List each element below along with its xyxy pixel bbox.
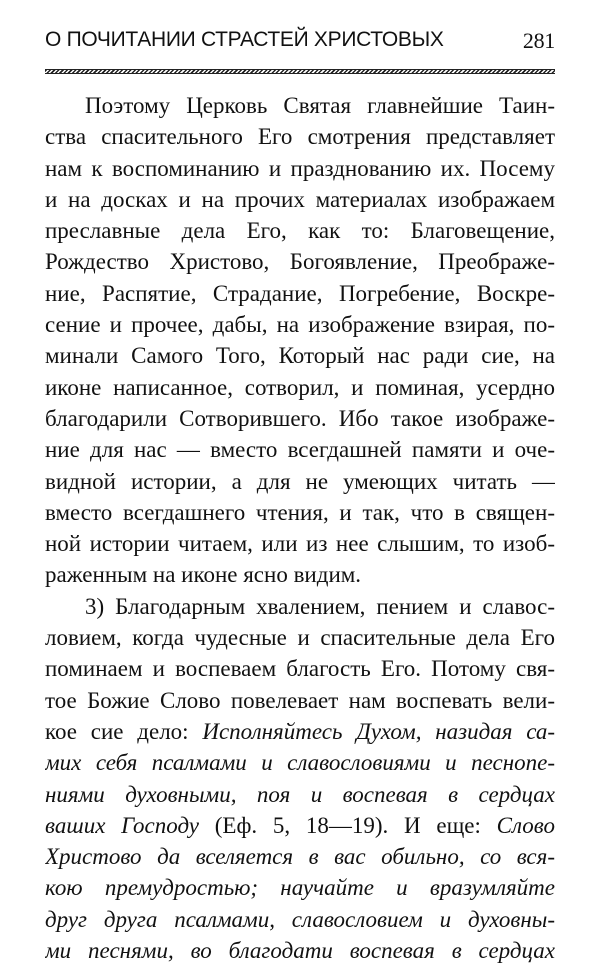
running-header [45, 28, 555, 62]
text-line [45, 278, 555, 309]
text-segment: ние для нас — вместо всегдашней памяти и оче- [45, 437, 555, 463]
text-line [45, 716, 555, 747]
text-line [45, 653, 555, 684]
text-segment: Поэтому Церковь Святая главнейшие Таин- [85, 93, 555, 118]
text-line [45, 935, 555, 966]
text-segment: кое сие дело: [45, 718, 203, 744]
text-line [45, 466, 555, 497]
italic-quote-segment: Исполняйтесь Духом, назидая са- [202, 718, 555, 744]
running-title: О ПОЧИТАНИИ СТРАСТЕЙ ХРИСТОВЫХ [45, 28, 444, 51]
italic-quote-segment: кою премудростью; научайте и вразумляйте [45, 875, 555, 901]
text-line [45, 559, 555, 590]
italic-quote-segment: ми песнями, во благодати воспевая в сердцах [45, 938, 555, 964]
text-segment: ловием, когда чудесные и спасительные дела Его [45, 625, 555, 651]
text-line [45, 779, 555, 810]
text-segment: тое Божие Слово повелевает нам воспевать вели- [45, 687, 555, 713]
italic-quote-segment: друг друга псалмами, славословием и духовны- [45, 906, 555, 932]
text-line [45, 121, 555, 152]
text-segment: нам к воспоминанию и празднованию их. Посему [45, 155, 555, 181]
text-line [45, 184, 555, 215]
italic-quote-segment: мих себя псалмами и славословиями и песнопе- [45, 750, 555, 776]
text-segment: минали Самого Того, Который нас ради сие, на [45, 343, 555, 369]
text-line [45, 434, 555, 465]
text-line [45, 528, 555, 559]
text-segment: благодарили Сотворившего. Ибо такое изображе- [45, 405, 555, 431]
text-line [45, 622, 555, 653]
text-segment: (Еф. 5, 18—19). И еще: [199, 812, 497, 838]
text-segment: поминаем и воспеваем благость Его. Потому свя- [45, 656, 555, 682]
text-segment: раженным на иконе ясно видим. [45, 562, 362, 588]
text-line [45, 90, 555, 121]
italic-quote-segment: ваших Господу [45, 812, 199, 838]
header-ornamental-rule [45, 69, 555, 74]
italic-quote-segment: ниями духовными, поя и воспевая в сердцах [45, 781, 555, 807]
text-segment: вместо всегдашнего чтения, и так, что в священ- [45, 499, 555, 525]
page-body-text [45, 90, 555, 966]
text-segment: Рождество Христово, Богоявление, Преображе- [45, 249, 555, 275]
italic-quote-segment: Христово да вселяется в вас обильно, со вся- [45, 844, 555, 870]
text-segment: и на досках и на прочих материалах изображаем [45, 186, 555, 212]
text-segment: ной истории читаем, или из нее слышим, то изоб- [45, 531, 555, 557]
text-segment: ства спасительного Его смотрения представляет [45, 124, 555, 150]
text-line [45, 246, 555, 277]
text-line [45, 685, 555, 716]
text-segment: 3) Благодарным хвалением, пением и славос- [85, 593, 555, 619]
page-number: 281 [522, 28, 555, 53]
text-segment: видной истории, а для не умеющих читать — [45, 468, 555, 494]
text-line [45, 497, 555, 528]
text-line [45, 403, 555, 434]
text-segment: сение и прочее, дабы, на изображение взирая, по- [45, 312, 555, 338]
italic-quote-segment: Слово [496, 812, 555, 838]
text-segment: иконе написанное, сотворил, и поминая, усердно [45, 374, 555, 400]
text-segment: ние, Распятие, Страдание, Погребение, Воскре- [45, 280, 555, 306]
text-line [45, 747, 555, 778]
text-line [45, 841, 555, 872]
text-line [45, 591, 555, 622]
text-segment: преславные дела Его, как то: Благовещение, [45, 218, 555, 244]
text-line [45, 904, 555, 935]
text-line [45, 309, 555, 340]
text-line [45, 340, 555, 371]
text-line [45, 215, 555, 246]
text-line [45, 372, 555, 403]
text-line [45, 810, 555, 841]
text-line [45, 872, 555, 903]
text-line [45, 153, 555, 184]
